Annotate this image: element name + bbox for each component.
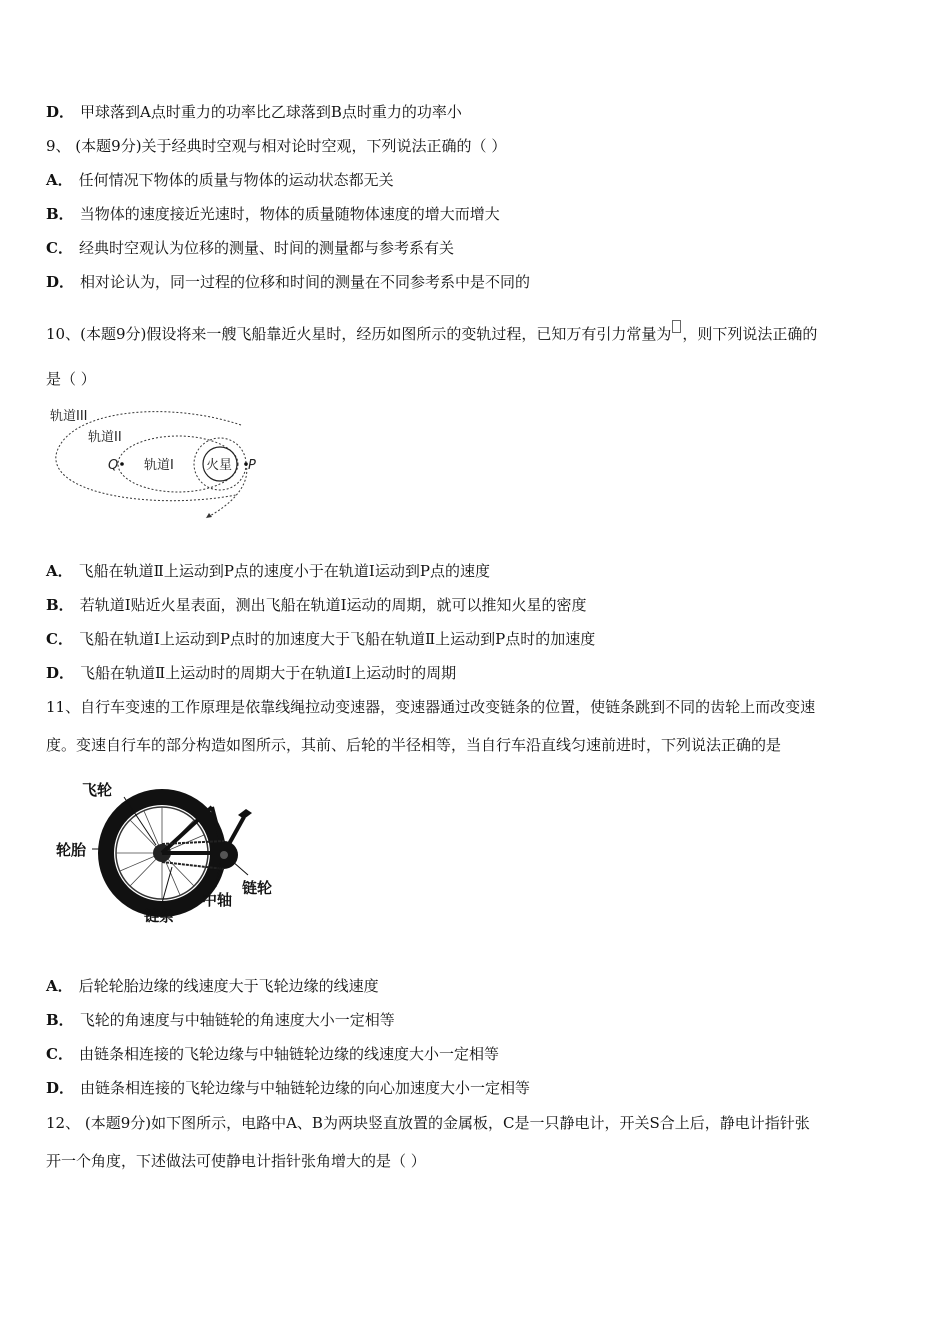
label-orbit-1: 轨道I: [144, 458, 174, 473]
q10-stem-line1: [46, 320, 817, 344]
arrow-head: [206, 513, 212, 518]
option-letter: A．: [46, 171, 73, 189]
label-point-q: Q: [108, 458, 119, 473]
option-text: 甲球落到A点时重力的功率比乙球落到B点时重力的功率小: [80, 103, 462, 121]
label-tire: 轮胎: [56, 841, 87, 859]
q9-option-c: [46, 238, 454, 258]
option-text: 若轨道Ⅰ贴近火星表面，测出飞船在轨道Ⅰ运动的周期，就可以推知火星的密度: [79, 596, 587, 614]
orbit-figure: [46, 400, 276, 530]
q10-option-d: [46, 663, 456, 683]
label-point-p: P: [248, 458, 256, 473]
missing-glyph-box: [672, 320, 681, 333]
option-text: 相对论认为，同一过程的位移和时间的测量在不同参考系中是不同的: [80, 273, 531, 291]
option-letter: C．: [46, 630, 73, 648]
q10-stem-end: ，则下列说法正确的: [682, 325, 818, 343]
q9-option-d: [46, 272, 530, 292]
option-letter: A．: [46, 562, 73, 580]
option-letter: C．: [46, 239, 73, 257]
q9-option-b: [46, 204, 500, 224]
seat-post: [238, 809, 252, 819]
q10-option-a: [46, 561, 490, 581]
option-letter: C．: [46, 1045, 73, 1063]
q11-option-a: [46, 976, 379, 996]
q10-option-c: [46, 629, 595, 649]
option-letter: B．: [46, 1011, 74, 1029]
q11-stem-line2: 度。变速自行车的部分构造如图所示，其前、后轮的半径相等，当自行车沿直线匀速前进时，下列说法正确的是: [46, 736, 782, 754]
option-text: 飞轮的角速度与中轴链轮的角速度大小一定相等: [79, 1011, 395, 1029]
option-text: 后轮轮胎边缘的线速度大于飞轮边缘的线速度: [78, 977, 379, 995]
option-text: 由链条相连接的飞轮边缘与中轴链轮边缘的线速度大小一定相等: [78, 1045, 499, 1063]
q11-option-c: [46, 1044, 499, 1064]
bicycle-diagram: [52, 775, 292, 930]
option-letter: B．: [46, 596, 74, 614]
orbit-diagram: [46, 400, 276, 530]
bicycle-figure: [52, 775, 292, 930]
q9-stem: 9、 (本题9分)关于经典时空观与相对论时空观，下列说法正确的（ ）: [46, 137, 507, 155]
option-text: 飞船在轨道Ⅱ上运动到P点的速度小于在轨道Ⅰ运动到P点的速度: [78, 562, 490, 580]
q10-stem-line2: 是（ ）: [46, 370, 96, 388]
point-q-dot: [120, 462, 124, 466]
option-letter: D．: [46, 1079, 75, 1097]
q10-option-b: [46, 595, 587, 615]
option-letter: D．: [46, 273, 75, 291]
option-text: 经典时空观认为位移的测量、时间的测量都与参考系有关: [78, 239, 454, 257]
label-sprocket: 链轮: [242, 879, 273, 897]
option-letter: D．: [46, 664, 75, 682]
q11-option-d: [46, 1078, 530, 1098]
option-letter: B．: [46, 205, 74, 223]
option-text: 飞船在轨道Ⅰ上运动到P点时的加速度大于飞船在轨道Ⅱ上运动到P点时的加速度: [78, 630, 596, 648]
option-text: 飞船在轨道Ⅱ上运动时的周期大于在轨道Ⅰ上运动时的周期: [80, 664, 457, 682]
q9-option-a: [46, 170, 394, 190]
q11-option-b: [46, 1010, 395, 1030]
option-text: 当物体的速度接近光速时，物体的质量随物体速度的增大而增大: [79, 205, 500, 223]
label-orbit-3: 轨道III: [50, 409, 88, 424]
option-letter: D．: [46, 103, 75, 121]
option-letter: A．: [46, 977, 73, 995]
label-orbit-2: 轨道II: [88, 430, 122, 445]
q11-stem-line1: 11、自行车变速的工作原理是依靠线绳拉动变速器，变速器通过改变链条的位置，使链条跳到不同的齿轮上而改变速: [46, 698, 816, 716]
q10-stem-text: 10、(本题9分)假设将来一艘飞船靠近火星时，经历如图所示的变轨过程，已知万有引力常量为: [46, 325, 672, 343]
option-text: 由链条相连接的飞轮边缘与中轴链轮边缘的向心加速度大小一定相等: [80, 1079, 531, 1097]
q12-stem-line2: 开一个角度，下述做法可使静电计指针张角增大的是（ ）: [46, 1152, 426, 1170]
chainring-center: [220, 851, 228, 859]
label-chain: 链条: [144, 907, 175, 925]
label-flywheel: 飞轮: [82, 781, 113, 799]
label-axle: 中轴: [202, 891, 233, 909]
q8-option-d: [46, 102, 462, 122]
q12-stem-line1: 12、 (本题9分)如下图所示，电路中A、B为两块竖直放置的金属板，C是一只静电计，开关S合上后，静电计指针张: [46, 1114, 810, 1132]
label-mars: 火星: [206, 458, 233, 473]
option-text: 任何情况下物体的质量与物体的运动状态都无关: [78, 171, 394, 189]
